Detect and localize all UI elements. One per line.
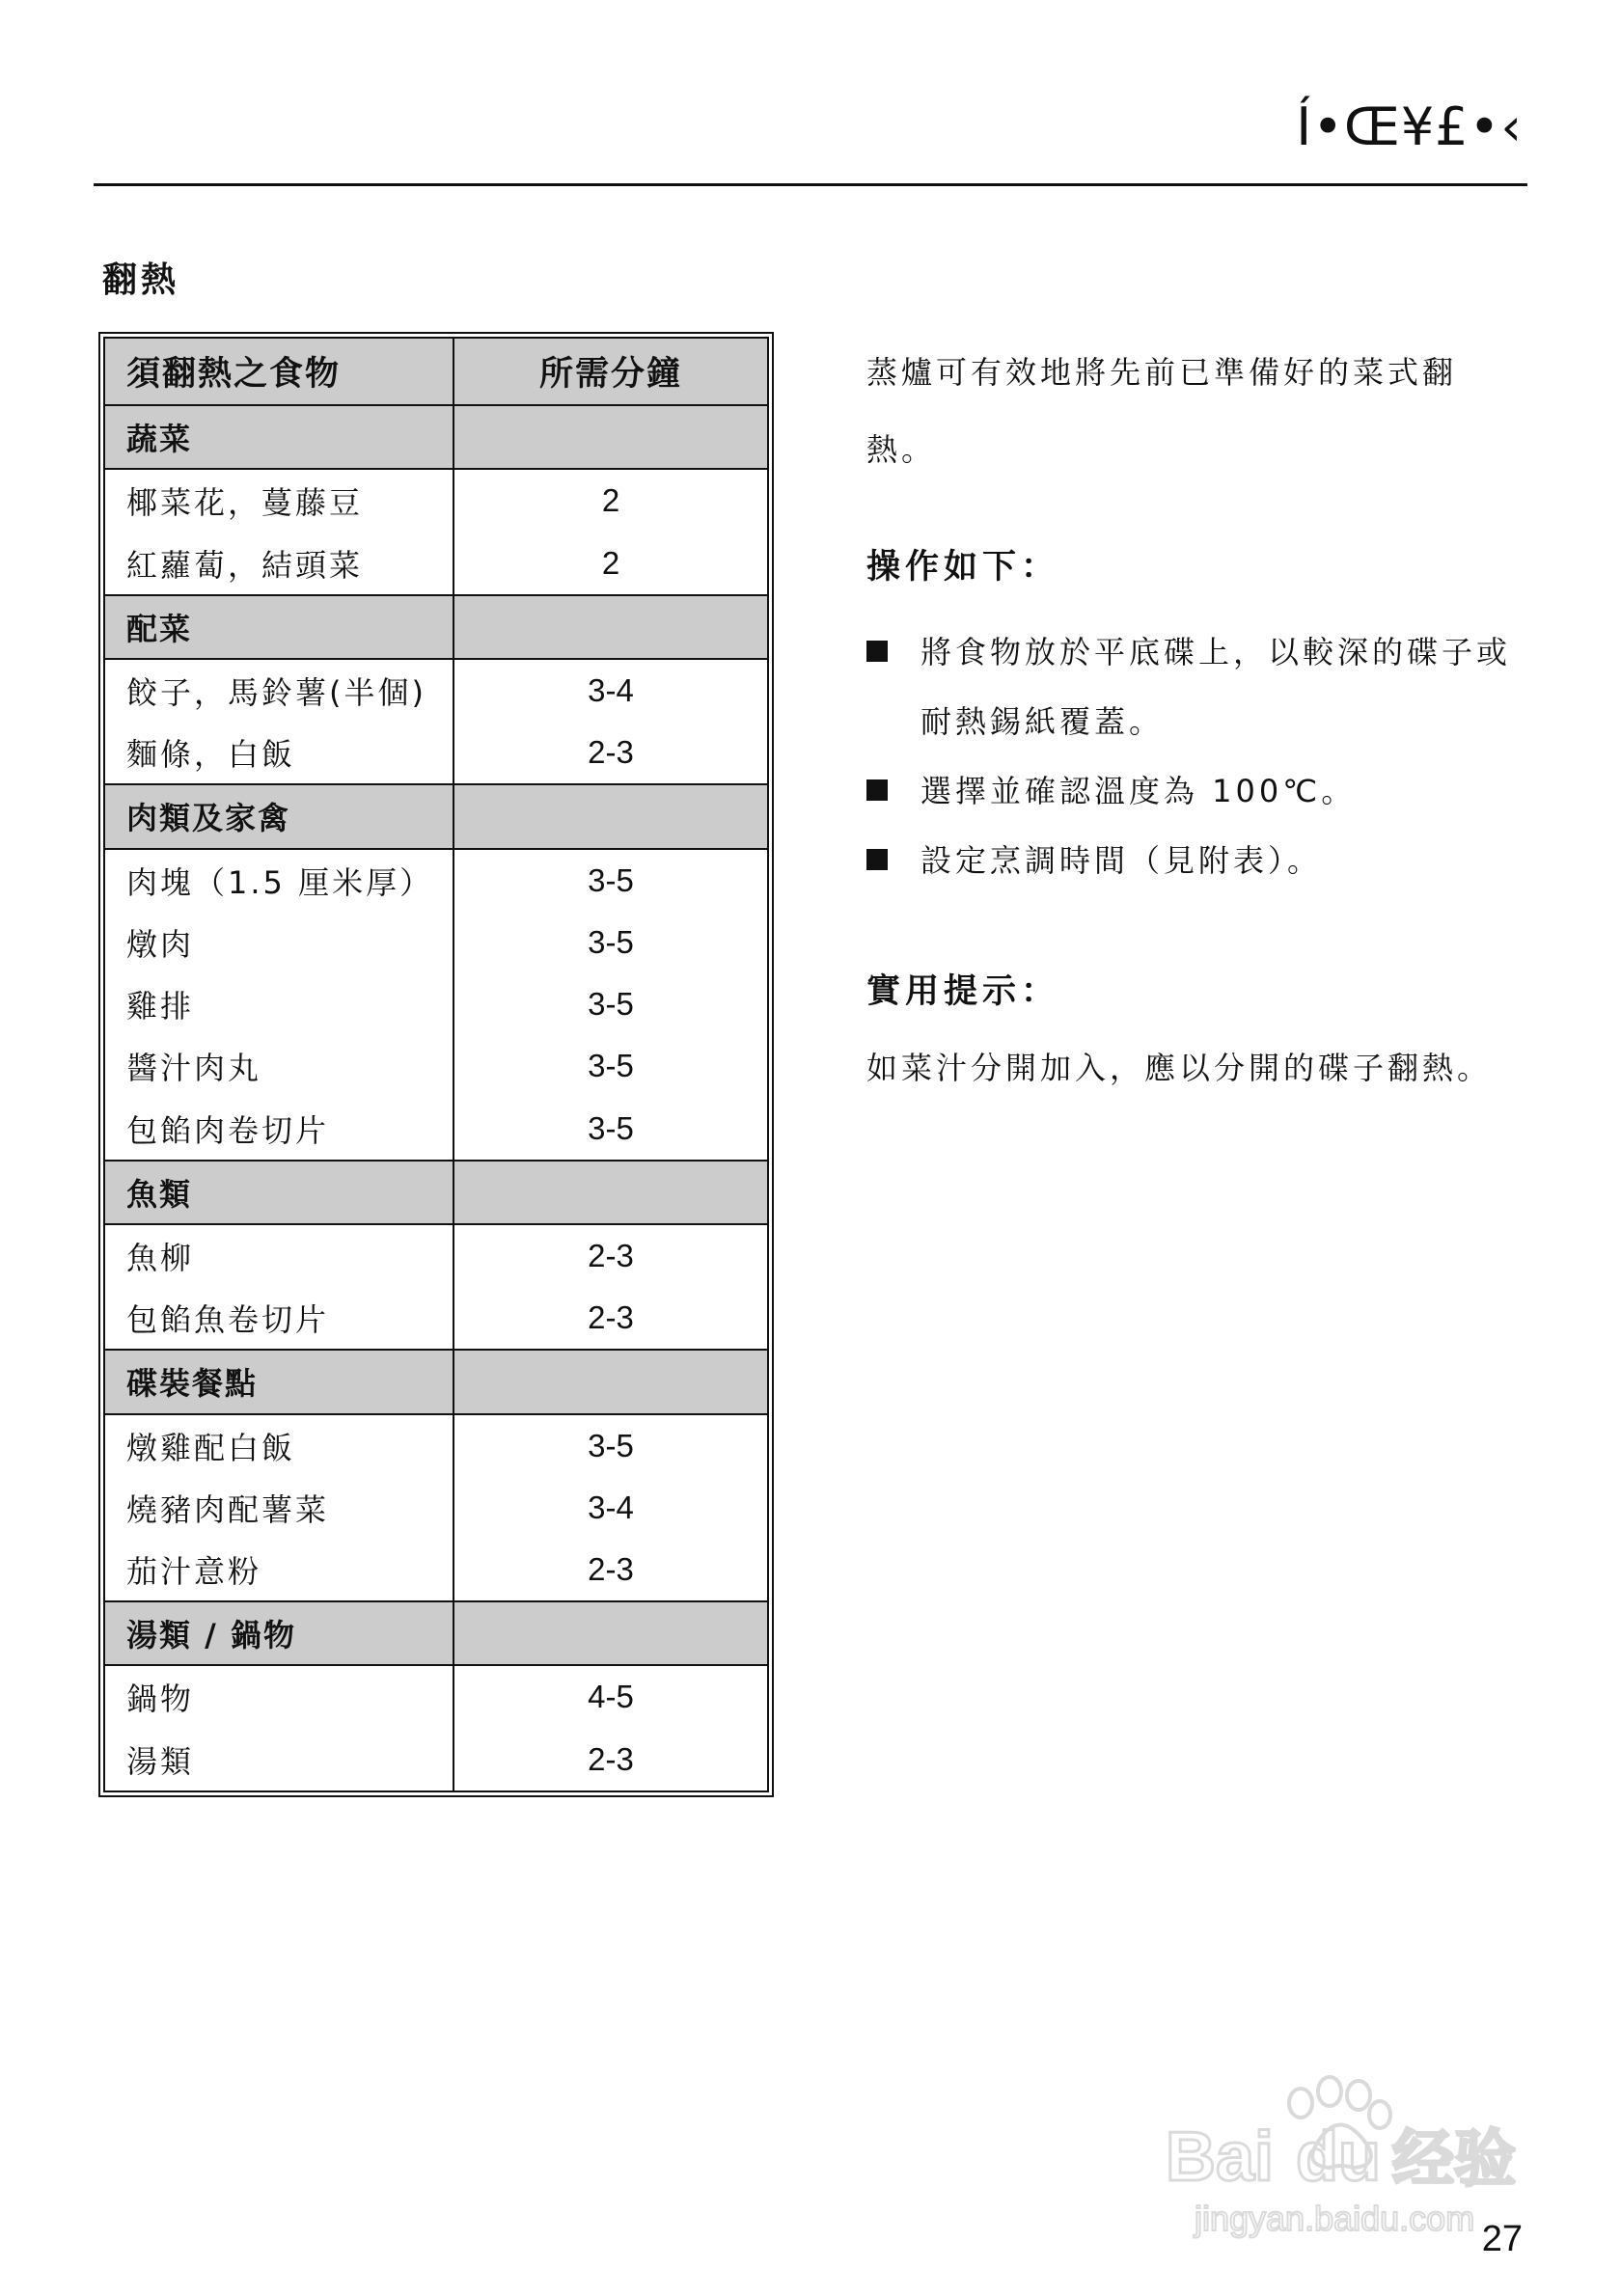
table-row (104, 532, 768, 594)
minutes-cell: 2-3 (453, 722, 768, 784)
category-row (104, 595, 768, 659)
table-header-row (104, 338, 768, 405)
step-text: 選擇並確認溫度為 100℃。 (920, 773, 1357, 809)
minutes-cell: 2 (453, 532, 768, 594)
food-cell: 魚柳 (104, 1224, 453, 1287)
minutes-cell: 4-5 (453, 1665, 768, 1728)
category-label: 湯類 / 鍋物 (104, 1601, 453, 1665)
reheat-table (103, 337, 769, 1792)
minutes-cell: 3-5 (453, 1097, 768, 1160)
minutes-cell: 3-5 (453, 1035, 768, 1097)
food-cell: 燉肉 (104, 912, 453, 973)
minutes-cell: 2-3 (453, 1539, 768, 1601)
table-row (104, 1224, 768, 1287)
page-number: 27 (1481, 2219, 1523, 2259)
table-row (104, 1477, 768, 1539)
minutes-cell: 3-4 (453, 1477, 768, 1539)
minutes-cell: 3-5 (453, 973, 768, 1035)
watermark-brand: Bai (1166, 2118, 1275, 2196)
food-cell: 燉雞配白飯 (104, 1414, 453, 1477)
tips-heading: 實用提示： (866, 972, 1060, 1011)
operation-heading: 操作如下： (866, 548, 1060, 587)
table-row (104, 912, 768, 973)
table-row (104, 1729, 768, 1791)
minutes-cell: 2-3 (453, 1287, 768, 1350)
food-cell: 雞排 (104, 973, 453, 1035)
step-item (866, 617, 1532, 756)
food-cell: 麵條，白飯 (104, 722, 453, 784)
food-cell: 燒豬肉配薯菜 (104, 1477, 453, 1539)
food-cell: 包餡魚卷切片 (104, 1287, 453, 1350)
food-cell: 鍋物 (104, 1665, 453, 1728)
table-row (104, 469, 768, 532)
minutes-cell: 2 (453, 469, 768, 532)
intro-line: 蒸爐可有效地將先前已準備好的菜式翻 (866, 354, 1458, 391)
category-row (104, 1161, 768, 1224)
watermark-label: 经验 (1392, 2124, 1516, 2196)
reheat-table-frame (98, 332, 774, 1797)
step-item (866, 756, 1532, 826)
step-text: 將食物放於平底碟上，以較深的碟子或 (920, 634, 1512, 670)
table-row (104, 849, 768, 912)
table-row (104, 1414, 768, 1477)
food-cell: 茄汁意粉 (104, 1539, 453, 1601)
food-cell: 紅蘿蔔，結頭菜 (104, 532, 453, 594)
table-row (104, 1665, 768, 1728)
category-row (104, 405, 768, 469)
header-minutes: 所需分鐘 (453, 338, 768, 405)
intro-paragraph (866, 334, 1523, 488)
square-bullet-icon (866, 779, 888, 801)
step-text: 耐熱錫紙覆蓋。 (920, 703, 1165, 740)
table-row (104, 1287, 768, 1350)
tips-text: 如菜汁分開加入，應以分開的碟子翻熱。 (866, 1050, 1493, 1086)
header-food: 須翻熱之食物 (104, 338, 453, 405)
header-rule (94, 183, 1527, 186)
watermark-url: jingyan.baidu.com (1195, 2199, 1475, 2238)
food-cell: 湯類 (104, 1729, 453, 1791)
minutes-cell: 3-5 (453, 1414, 768, 1477)
category-label: 蔬菜 (104, 405, 453, 469)
square-bullet-icon (866, 849, 888, 870)
intro-line: 熱。 (866, 431, 937, 468)
food-cell: 包餡肉卷切片 (104, 1097, 453, 1160)
step-text: 設定烹調時間（見附表）。 (920, 842, 1323, 879)
category-row (104, 1601, 768, 1665)
minutes-cell: 2-3 (453, 1224, 768, 1287)
category-label: 碟裝餐點 (104, 1350, 453, 1413)
food-cell: 醬汁肉丸 (104, 1035, 453, 1097)
minutes-cell: 2-3 (453, 1729, 768, 1791)
table-row (104, 722, 768, 784)
food-cell: 肉塊（1.5 厘米厚） (104, 849, 453, 912)
category-label: 配菜 (104, 595, 453, 659)
category-row (104, 784, 768, 848)
table-row (104, 1097, 768, 1160)
minutes-cell: 3-5 (453, 912, 768, 973)
category-label: 肉類及家禽 (104, 784, 453, 848)
table-row (104, 1035, 768, 1097)
category-row (104, 1350, 768, 1413)
table-row (104, 973, 768, 1035)
step-item (866, 826, 1532, 895)
watermark-brand-du: du (1296, 2118, 1381, 2196)
section-title: 翻熱 (102, 260, 180, 300)
minutes-cell: 3-5 (453, 849, 768, 912)
minutes-cell: 3-4 (453, 659, 768, 722)
header-title: Í•Œ¥£•‹ (1296, 96, 1523, 157)
operation-steps (866, 617, 1532, 895)
category-label: 魚類 (104, 1161, 453, 1224)
food-cell: 椰菜花，蔓藤豆 (104, 469, 453, 532)
table-row (104, 1539, 768, 1601)
square-bullet-icon (866, 641, 888, 662)
food-cell: 餃子，馬鈴薯(半個) (104, 659, 453, 722)
table-row (104, 659, 768, 722)
